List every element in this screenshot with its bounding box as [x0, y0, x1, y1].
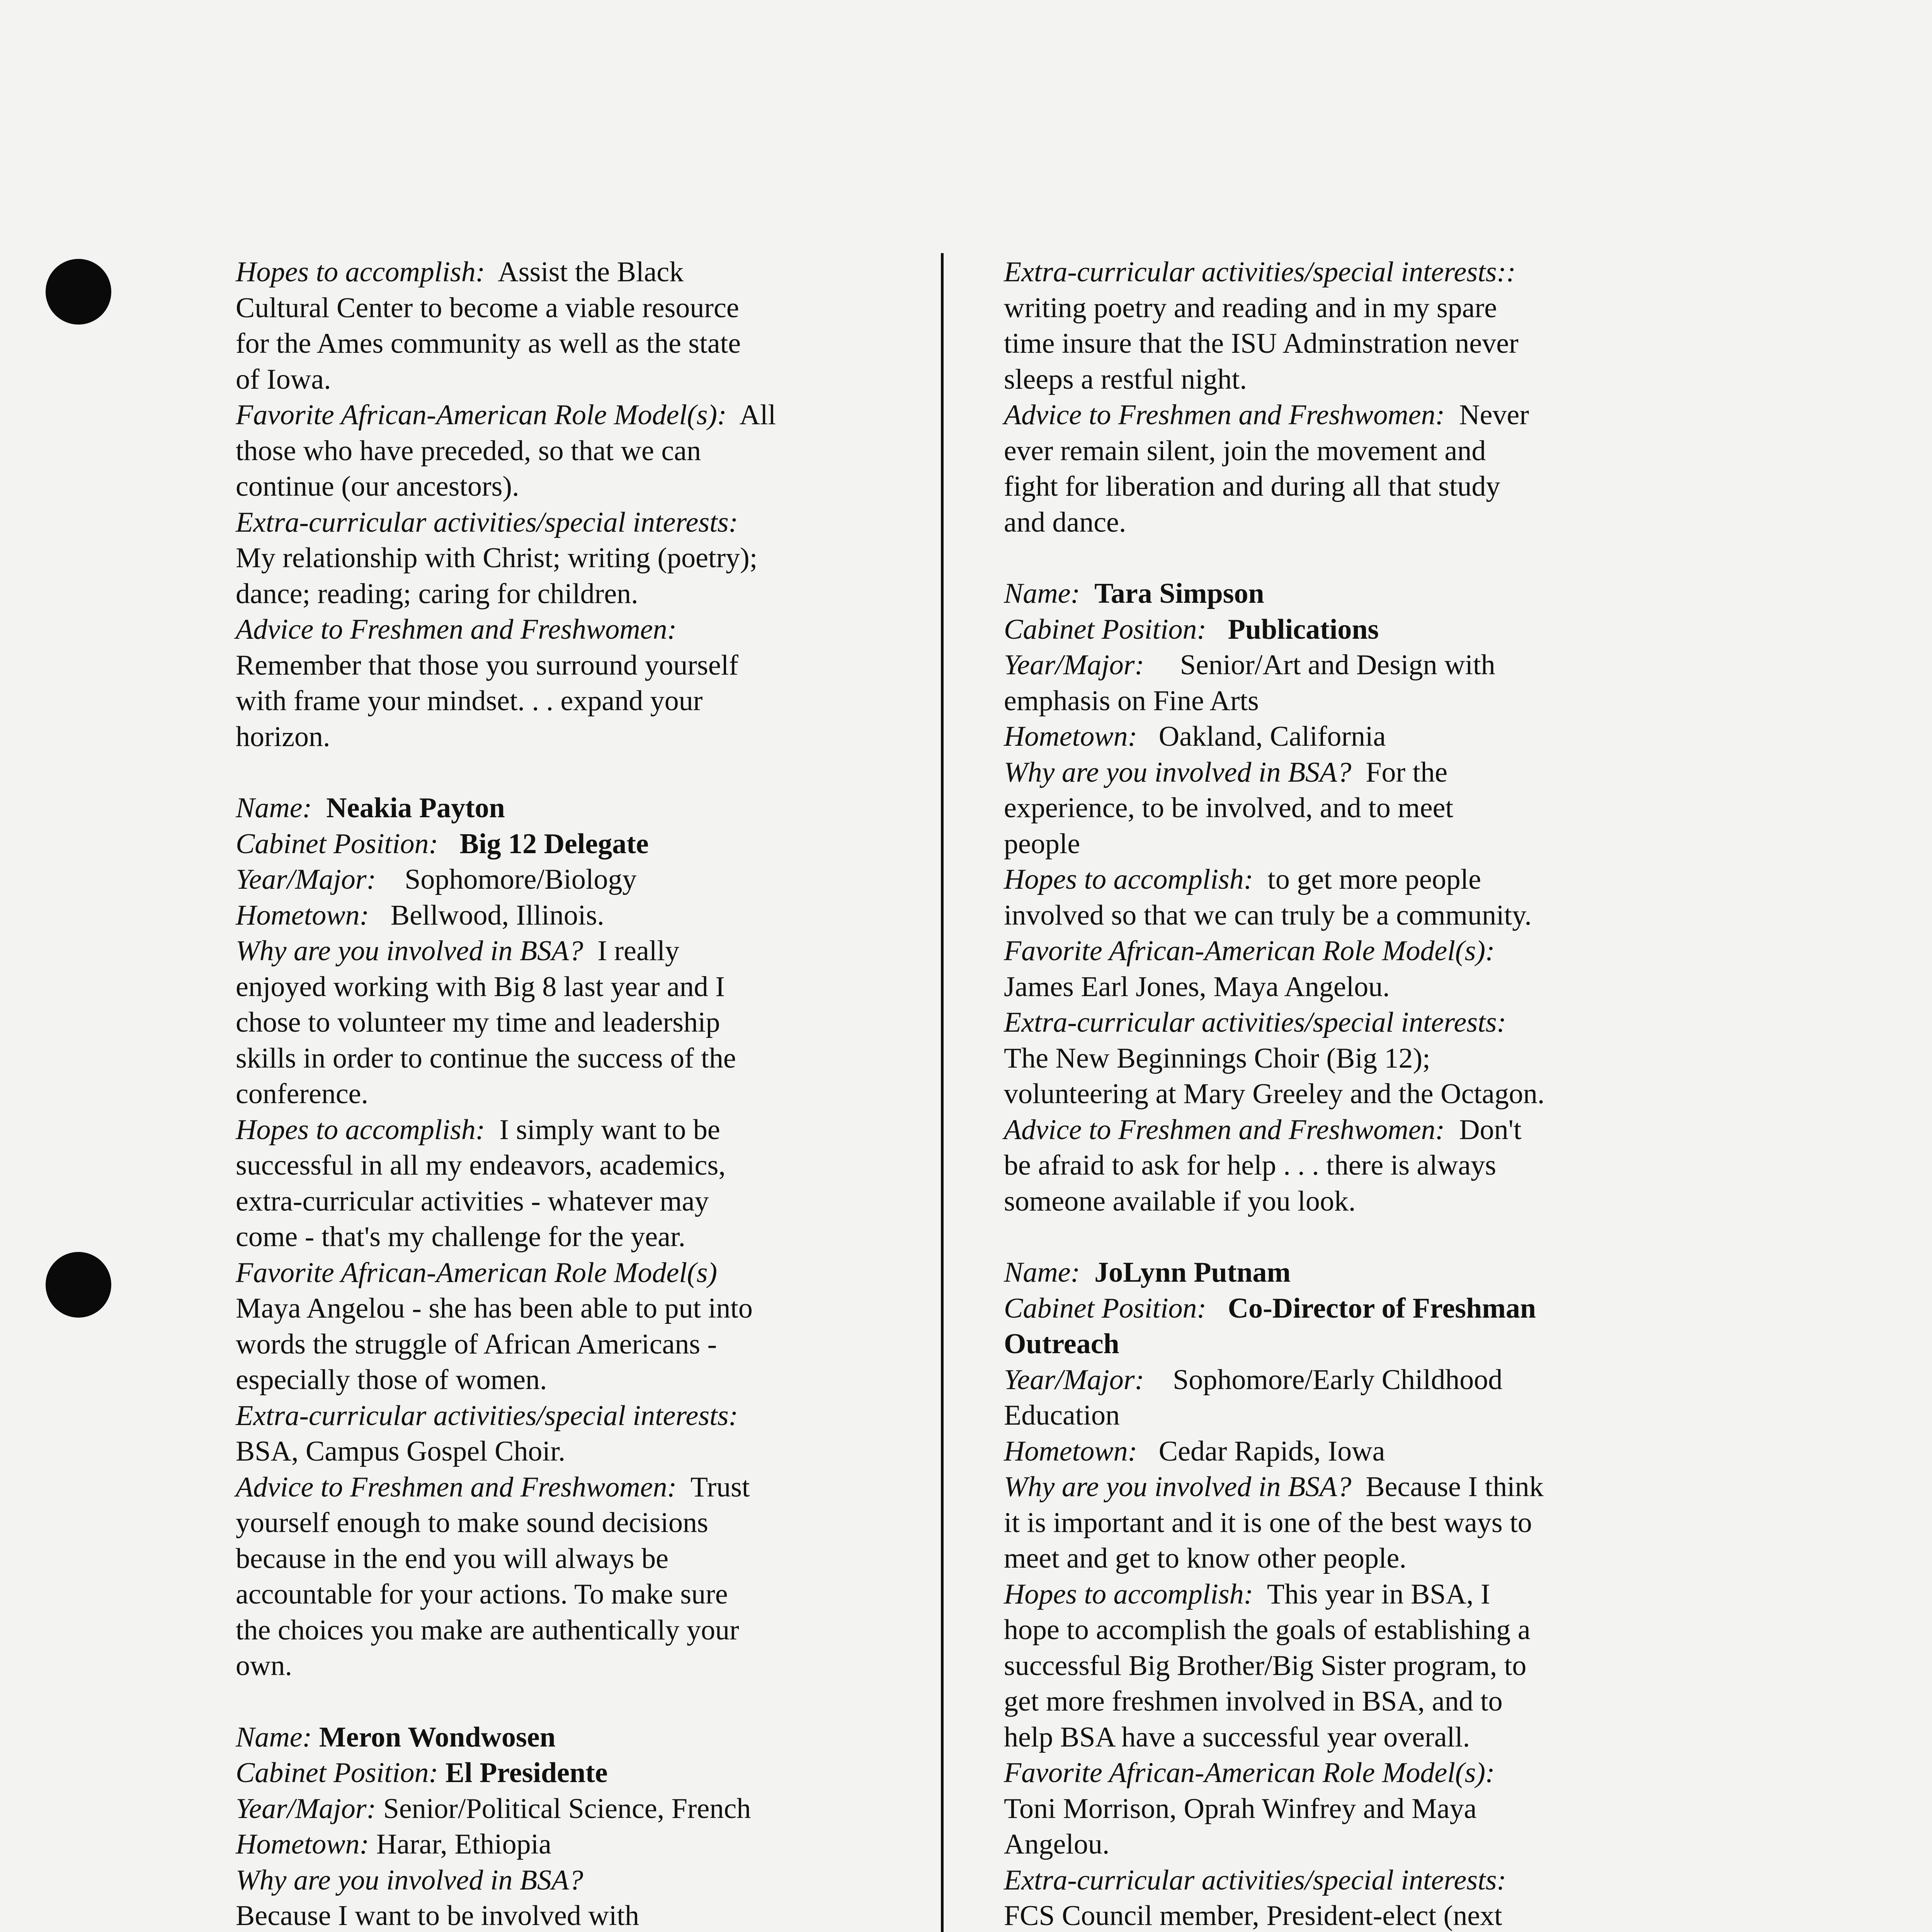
cabinet-position: Co-Director of Freshman	[1228, 1292, 1536, 1324]
hometown-label: Hometown:	[1004, 1435, 1138, 1467]
advice-label: Advice to Freshmen and Freshwomen:	[236, 1471, 677, 1503]
name-label: Name:	[1004, 578, 1080, 609]
role-model-label: Favorite African-American Role Model(s):	[236, 399, 727, 431]
extracurricular-label: Extra-curricular activities/special interests:	[236, 1400, 738, 1432]
role-model-text: Angelou.	[1004, 1828, 1110, 1860]
role-model-text: James Earl Jones, Maya Angelou.	[1004, 971, 1390, 1003]
why-text: it is important and it is one of the best ways to	[1004, 1507, 1532, 1539]
year-label: Year/Major:	[1004, 649, 1145, 681]
advice-text: Never	[1459, 399, 1529, 431]
year-label: Year/Major:	[1004, 1364, 1145, 1396]
cabinet-position: El Presidente	[445, 1757, 608, 1789]
why-text: I really	[597, 935, 679, 967]
why-text: Because I think	[1366, 1471, 1544, 1503]
hometown-label: Hometown:	[1004, 721, 1138, 752]
role-model-label: Favorite African-American Role Model(s):	[1004, 1757, 1495, 1789]
extracurricular-text: volunteering at Mary Greeley and the Octagon.	[1004, 1078, 1545, 1110]
advice-text: be afraid to ask for help . . . there is always	[1004, 1150, 1497, 1181]
advice-text: because in the end you will always be	[236, 1543, 668, 1575]
hopes-label: Hopes to accomplish:	[1004, 864, 1253, 895]
why-text: people	[1004, 828, 1080, 860]
advice-text: Don't	[1459, 1114, 1522, 1146]
hopes-text: hope to accomplish the goals of establishing a	[1004, 1614, 1531, 1646]
hometown: Oakland, California	[1158, 721, 1386, 752]
why-label: Why are you involved in BSA?	[1004, 1471, 1352, 1503]
hopes-text: successful Big Brother/Big Sister program, to	[1004, 1650, 1527, 1682]
role-model-text: continue (our ancestors).	[236, 471, 519, 502]
hometown: Bellwood, Illinois.	[390, 899, 604, 931]
extracurricular-text: writing poetry and reading and in my spare	[1004, 292, 1497, 324]
member-name: Meron Wondwosen	[319, 1721, 556, 1753]
hopes-text: involved so that we can truly be a community.	[1004, 899, 1532, 931]
role-model-label: Favorite African-American Role Model(s):	[1004, 935, 1495, 967]
cabinet-position: Big 12 Delegate	[459, 828, 649, 860]
hopes-text: of Iowa.	[236, 363, 331, 395]
cabinet-label: Cabinet Position:	[1004, 613, 1207, 645]
role-model-text: Toni Morrison, Oprah Winfrey and Maya	[1004, 1793, 1477, 1825]
year-major: Sophomore/Biology	[405, 864, 637, 895]
left-column	[236, 254, 885, 1932]
hometown: Cedar Rapids, Iowa	[1158, 1435, 1385, 1467]
why-text: meet and get to know other people.	[1004, 1543, 1406, 1574]
column-divider	[941, 253, 944, 1932]
advice-text: yourself enough to make sound decisions	[236, 1507, 708, 1539]
hopes-text: come - that's my challenge for the year.	[236, 1221, 685, 1253]
binder-hole-middle	[46, 1252, 111, 1318]
role-model-text: especially those of women.	[236, 1364, 547, 1396]
extracurricular-text: FCS Council member, President-elect (next	[1004, 1900, 1502, 1932]
extracurricular-label: Extra-curricular activities/special interests:	[1004, 1007, 1507, 1038]
why-label: Why are you involved in BSA?	[236, 935, 583, 967]
hopes-label: Hopes to accomplish:	[236, 256, 485, 288]
year-major: Senior/Political Science, French	[383, 1793, 751, 1825]
extracurricular-text: BSA, Campus Gospel Choir.	[236, 1435, 566, 1467]
year-major: emphasis on Fine Arts	[1004, 685, 1259, 717]
hopes-text: for the Ames community as well as the state	[236, 328, 741, 359]
extracurricular-label: Extra-curricular activities/special interests::	[1004, 256, 1516, 288]
advice-text: fight for liberation and during all that study	[1004, 471, 1500, 502]
name-label: Name:	[1004, 1257, 1080, 1288]
year-label: Year/Major:	[236, 1793, 376, 1825]
profile-neakia-payton	[236, 790, 885, 1684]
year-major: Senior/Art and Design with	[1180, 649, 1495, 681]
extracurricular-text: The New Beginnings Choir (Big 12);	[1004, 1042, 1430, 1074]
advice-text: and dance.	[1004, 506, 1126, 538]
name-label: Name:	[236, 792, 312, 824]
binder-hole-top	[46, 259, 111, 325]
right-column	[1004, 254, 1661, 1932]
advice-text: Trust	[690, 1471, 750, 1503]
advice-text: someone available if you look.	[1004, 1185, 1356, 1217]
year-major: Sophomore/Early Childhood	[1173, 1364, 1503, 1396]
advice-text: with frame your mindset. . . expand your	[236, 685, 703, 717]
why-text: skills in order to continue the success of the	[236, 1042, 736, 1074]
hometown-label: Hometown:	[236, 1828, 369, 1860]
profile-tara-simpson	[1004, 576, 1661, 1219]
role-model-text: words the struggle of African Americans -	[236, 1328, 717, 1360]
member-name: Tara Simpson	[1094, 578, 1264, 609]
hopes-label: Hopes to accomplish:	[1004, 1578, 1253, 1610]
name-label: Name:	[236, 1721, 312, 1753]
advice-text: ever remain silent, join the movement and	[1004, 435, 1486, 467]
year-major: Education	[1004, 1400, 1120, 1431]
advice-text: horizon.	[236, 721, 330, 753]
extracurricular-text: sleeps a restful night.	[1004, 363, 1247, 395]
extracurricular-label: Extra-curricular activities/special interests:	[1004, 1864, 1507, 1896]
hopes-text: extra-curricular activities - whatever may	[236, 1185, 709, 1217]
hopes-text: Assist the Black	[498, 256, 684, 288]
member-name: Neakia Payton	[326, 792, 505, 824]
role-model-text: Maya Angelou - she has been able to put into	[236, 1293, 753, 1324]
cabinet-label: Cabinet Position:	[236, 1757, 439, 1789]
why-text: experience, to be involved, and to meet	[1004, 792, 1454, 824]
hometown-label: Hometown:	[236, 899, 369, 931]
cabinet-label: Cabinet Position:	[1004, 1292, 1207, 1324]
cabinet-position: Publications	[1228, 613, 1379, 645]
extracurricular-text: My relationship with Christ; writing (poetry);	[236, 542, 758, 574]
advice-text: accountable for your actions. To make sure	[236, 1578, 728, 1610]
cabinet-label: Cabinet Position:	[236, 828, 439, 860]
why-text: chose to volunteer my time and leadership	[236, 1007, 720, 1038]
profile-continued	[236, 254, 885, 755]
profile-jolynn-putnam	[1004, 1255, 1661, 1932]
role-model-text: All	[739, 399, 776, 431]
advice-text: the choices you make are authentically your	[236, 1614, 739, 1646]
role-model-label: Favorite African-American Role Model(s)	[236, 1257, 718, 1289]
hopes-text: help BSA have a successful year overall.	[1004, 1721, 1470, 1753]
why-label: Why are you involved in BSA?	[1004, 756, 1352, 788]
why-label: Why are you involved in BSA?	[236, 1864, 583, 1896]
year-label: Year/Major:	[236, 864, 376, 895]
advice-label: Advice to Freshmen and Freshwomen:	[1004, 1114, 1445, 1146]
why-text: conference.	[236, 1078, 369, 1110]
advice-text: own.	[236, 1650, 292, 1682]
advice-text: Remember that those you surround yourself	[236, 649, 738, 681]
role-model-text: those who have preceded, so that we can	[236, 435, 701, 467]
hopes-text: to get more people	[1267, 864, 1481, 895]
why-text: enjoyed working with Big 8 last year and I	[236, 971, 725, 1003]
hometown: Harar, Ethiopia	[376, 1828, 551, 1860]
advice-label: Advice to Freshmen and Freshwomen:	[1004, 399, 1445, 431]
hopes-text: This year in BSA, I	[1267, 1578, 1490, 1610]
extracurricular-label: Extra-curricular activities/special interests:	[236, 506, 738, 538]
why-text: Because I want to be involved with	[236, 1900, 639, 1932]
extracurricular-text: time insure that the ISU Adminstration never	[1004, 328, 1519, 359]
hopes-text: successful in all my endeavors, academics,	[236, 1150, 726, 1181]
hopes-text: I simply want to be	[499, 1114, 720, 1146]
hopes-label: Hopes to accomplish:	[236, 1114, 485, 1146]
hopes-text: Cultural Center to become a viable resource	[236, 292, 739, 324]
extracurricular-text: dance; reading; caring for children.	[236, 578, 638, 610]
profile-continued	[1004, 254, 1661, 540]
hopes-text: get more freshmen involved in BSA, and to	[1004, 1685, 1503, 1717]
member-name: JoLynn Putnam	[1094, 1257, 1291, 1288]
cabinet-position: Outreach	[1004, 1328, 1119, 1360]
why-text: For the	[1366, 756, 1448, 788]
profile-meron-wondwosen	[236, 1719, 885, 1932]
advice-label: Advice to Freshmen and Freshwomen:	[236, 614, 677, 645]
